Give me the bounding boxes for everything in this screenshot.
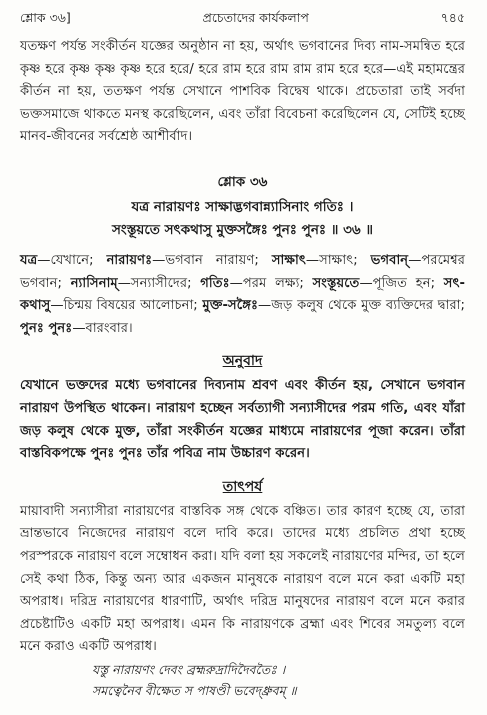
word-meaning-definition: বারংবার। <box>85 320 133 336</box>
word-meaning-definition: ভগবান নারায়ণ; <box>165 252 272 268</box>
page-number: ৭৪৫ <box>440 10 465 25</box>
word-meaning-definition: সন্যাসীদের; <box>130 275 201 291</box>
quote-line-1: যস্তু নারায়ণং দেবং ব্রহ্মরুদ্রাদিদৈবতৈঃ । <box>92 661 286 677</box>
word-meaning-definition: পূজিত হন; <box>372 275 444 291</box>
word-meaning-term: সাক্ষাৎ <box>271 252 306 268</box>
word-meaning-definition: পরম লক্ষ্য; <box>242 275 313 291</box>
word-meaning-definition: জড় কলুষ থেকে মুক্ত ব্যক্তিদের দ্বারা; <box>271 298 465 314</box>
page-header <box>20 0 465 36</box>
word-meaning-term: ন্যাসিনাম্ <box>70 275 118 291</box>
word-meaning-definition: চিন্ময় বিষয়ের আলোচনা; <box>63 298 203 314</box>
word-meaning-term: যত্র <box>20 252 38 268</box>
translation-heading: অনুবাদ <box>222 353 263 370</box>
translation-text: যেখানে ভক্তদের মধ্যে ভগবানের দিব্যনাম শ্রবণ এবং কীর্তন হয়, সেখানে ভগবান নারায়ণ উপস্থিত থাকেন। নারায়ণ হচ্ছেন সর্বত্যাগী সন্যাসীদের পরম গতি, এবং যাঁরা জড় কলুষ থেকে মুক্ত, তাঁরা সংকীর্তন যজ্ঞের মাধ্যমে নারায়ণের পূজা করেন। তাঁরা বাস্তবিকপক্ষে পুনঃ পুনঃ তাঁর পবিত্র নাম উচ্চারণ করেন। <box>20 378 465 462</box>
quote-line-2: সমত্বেনৈব বীক্ষেত স পাষণ্ডী ভবেদ্ধ্রুবম্ ॥ <box>92 682 297 698</box>
verse-line-2: সংস্তূয়তে সৎকথাসু মুক্তসঙ্গৈঃ পুনঃ পুনঃ ॥ ৩৬ ॥ <box>111 221 373 238</box>
verse-reference: শ্লোক ৩৬] <box>20 10 71 25</box>
word-meaning-term: পুনঃ পুনঃ <box>20 320 73 336</box>
word-meaning-term: সংস্তূয়তে <box>312 275 360 291</box>
verse-line-1: যত্র নারায়ণঃ সাক্ষাদ্ভগবান্ন্যাসিনাং গতিঃ । <box>131 198 354 215</box>
purport-text: মায়াবাদী সন্যাসীরা নারায়ণের বাস্তবিক সঙ্গ থেকে বঞ্চিত। তার কারণ হচ্ছে যে, তারা ভ্রান্তভাবে নিজেদের নারায়ণ বলে দাবি করে। তাদের মধ্যে প্রচলিত প্রথা হচ্ছে পরস্পরকে নারায়ণ বলে সম্বোধন করা। যদি বলা হয় সকলেই নারায়ণের মন্দির, তা হলে সেই কথা ঠিক, কিন্তু অন্য আর একজন মানুষকে নারায়ণ বলে মনে করা একটি মহা অপরাধ। দরিদ্র নারায়ণের ধারণাটি, অর্থাৎ দরিদ্র মানুষদের নারায়ণ বলে মনে করার প্রচেষ্টাটিও একটি মহা অপরাধ। এমন কি নারায়ণকে ব্রহ্মা এবং শিবের সমতুল্য বলে মনে করাও একটি অপরাধ। <box>20 503 465 655</box>
word-meaning-definition: সাক্ষাৎ; <box>319 252 371 268</box>
purport-heading: তাৎপর্য <box>222 478 263 495</box>
word-meaning-term: নারায়ণঃ <box>106 252 153 268</box>
intro-paragraph: যতক্ষণ পর্যন্ত সংকীর্তন যজ্ঞের অনুষ্ঠান না হয়, অর্থাৎ ভগবানের দিব্য নাম-সমন্বিত হরে কৃষ্ণ হরে কৃষ্ণ কৃষ্ণ কৃষ্ণ হরে হরে/ হরে রাম হরে রাম রাম রাম হরে হরে—এই মহামন্ত্রের কীর্তন না হয়, ততক্ষণ পর্যন্ত সেখানে পাশবিক বিদ্বেষ থাকে। প্রচেতারা তাই সর্বদা ভক্তসমাজে থাকতে মনস্থ করেছিলেন, এবং তাঁরা বিবেচনা করেছিলেন যে, সেটিই হচ্ছে মানব-জীবনের সর্বশ্রেষ্ঠ আশীর্বাদ। <box>20 39 465 145</box>
word-meaning-term: ভগবান্ <box>370 252 409 268</box>
word-meaning-term: মুক্ত-সঙ্গৈঃ <box>202 298 259 314</box>
verse-number: শ্লোক ৩৬ <box>217 173 268 190</box>
word-meaning-term: সৎ-কথাসু <box>20 275 465 314</box>
word-meaning-term: গতিঃ <box>200 275 230 291</box>
word-meaning-definition: পরমেশ্বর ভগবান; <box>20 252 465 291</box>
word-meanings: যত্র—যেখানে; নারায়ণঃ—ভগবান নারায়ণ; সাক্ষাৎ—সাক্ষাৎ; ভগবান্—পরমেশ্বর ভগবান; ন্যাসিনাম্—সন্যাসীদের; গতিঃ—পরম লক্ষ্য; সংস্তূয়তে—পূজিত হন; সৎ-কথাসু—চিন্ময় বিষয়ের আলোচনা; মুক্ত-সঙ্গৈঃ—জড় কলুষ থেকে মুক্ত ব্যক্তিদের দ্বারা; পুনঃ পুনঃ—বারংবার। <box>20 252 465 336</box>
chapter-title: প্রচেতাদের কার্যকলাপ <box>202 10 309 25</box>
word-meaning-definition: যেখানে; <box>50 252 107 268</box>
